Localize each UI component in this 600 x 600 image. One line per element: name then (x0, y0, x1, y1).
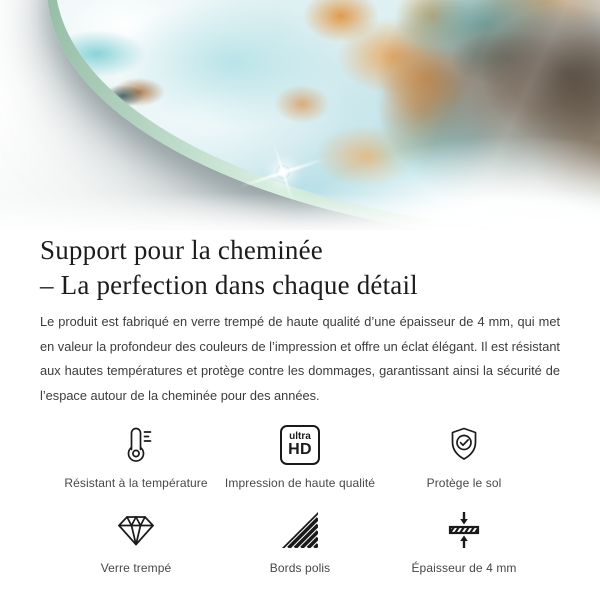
feature-label: Bords polis (269, 561, 331, 575)
ultra-hd-icon (280, 422, 320, 468)
feature-print-quality (218, 422, 382, 491)
feature-label: Verre trempé (100, 561, 172, 575)
feature-label: Impression de haute qualité (224, 476, 376, 490)
feature-tempered-glass (54, 507, 218, 576)
feature-grid (40, 418, 560, 576)
page-title (40, 233, 560, 303)
title-line-2: – La perfection dans chaque détail (40, 270, 418, 300)
thickness-icon (442, 507, 486, 553)
product-description: Le produit est fabriqué en verre trempé de haute qualité d’une épaisseur de 4 mm, qui met en valeur la profondeur des couleurs de l’impression et offre un éclat élégant. Il est résistant aux hautes températures et protège contre les dommages, garantissant ainsi la sécurité de l’espace autour de la cheminée pour des années. (40, 314, 560, 403)
product-info (0, 233, 600, 576)
feature-label: Protège le sol (426, 476, 502, 490)
photo-fade (0, 0, 600, 230)
ultra-hd-badge-bottom: HD (288, 441, 312, 458)
title-line-1: Support pour la cheminée (40, 235, 323, 265)
feature-floor-protection (382, 422, 546, 491)
feature-label: Résistant à la température (64, 476, 208, 490)
polished-edges-icon (278, 507, 322, 553)
ultra-hd-badge-top: ultra (289, 431, 311, 442)
feature-label: Épaisseur de 4 mm (411, 561, 517, 575)
product-photo (0, 0, 600, 230)
feature-polished-edges (218, 507, 382, 576)
feature-temperature (54, 422, 218, 491)
feature-thickness (382, 507, 546, 576)
shield-check-icon (442, 422, 486, 468)
diamond-icon (114, 507, 158, 553)
thermometer-icon (114, 422, 158, 468)
